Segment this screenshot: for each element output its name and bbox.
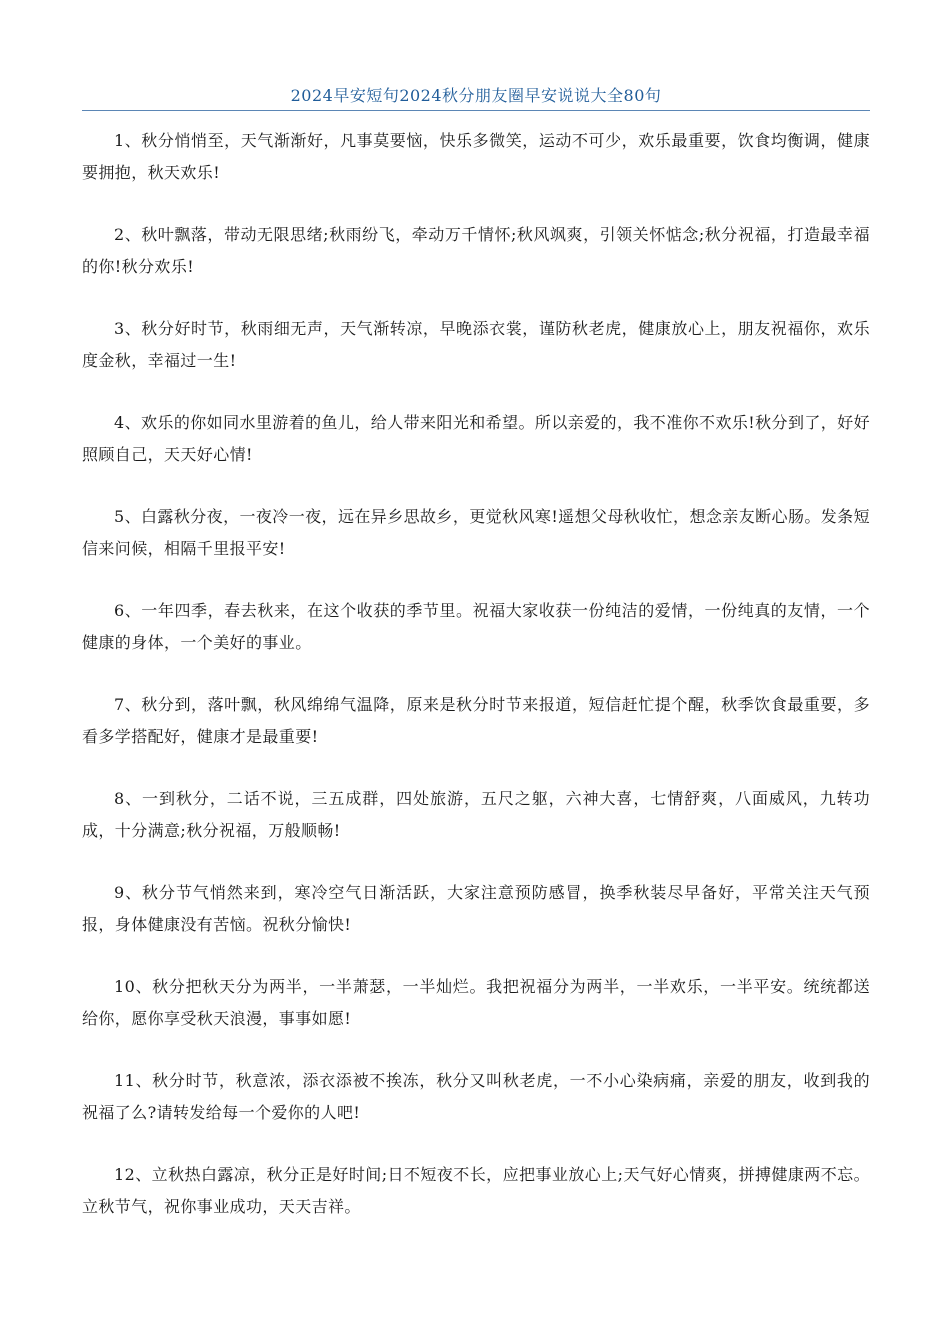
paragraph-3: 3、秋分好时节，秋雨细无声，天气渐转凉，早晚添衣裳，谨防秋老虎，健康放心上，朋友祝福你，欢乐度金秋，幸福过一生!: [82, 319, 870, 370]
paragraph-9: 9、秋分节气悄然来到，寒冷空气日渐活跃，大家注意预防感冒，换季秋装尽早备好，平常关注天气预报，身体健康没有苦恼。祝秋分愉快!: [82, 883, 870, 934]
document-page: [82, 0, 870, 1253]
paragraph-4: 4、欢乐的你如同水里游着的鱼儿，给人带来阳光和希望。所以亲爱的，我不准你不欢乐!秋分到了，好好照顾自己，天天好心情!: [82, 413, 870, 464]
document-body: [82, 111, 870, 1223]
paragraph-10: 10、秋分把秋天分为两半，一半萧瑟，一半灿烂。我把祝福分为两半，一半欢乐，一半平安。统统都送给你，愿你享受秋天浪漫，事事如愿!: [82, 977, 870, 1028]
page-header-title: 2024早安短句2024秋分朋友圈早安说说大全80句: [290, 86, 662, 105]
paragraph-8: 8、一到秋分，二话不说，三五成群，四处旅游，五尺之躯，六神大喜，七情舒爽，八面威风，九转功成，十分满意;秋分祝福，万般顺畅!: [82, 789, 870, 840]
paragraph-11: 11、秋分时节，秋意浓，添衣添被不挨冻，秋分又叫秋老虎，一不小心染病痛，亲爱的朋友，收到我的祝福了么?请转发给每一个爱你的人吧!: [82, 1071, 870, 1122]
paragraph-2: 2、秋叶飘落，带动无限思绪;秋雨纷飞，牵动万千情怀;秋风飒爽，引领关怀惦念;秋分祝福，打造最幸福的你!秋分欢乐!: [82, 225, 870, 276]
paragraph-12: 12、立秋热白露凉，秋分正是好时间;日不短夜不长，应把事业放心上;天气好心情爽，拼搏健康两不忘。立秋节气，祝你事业成功，天天吉祥。: [82, 1165, 870, 1216]
paragraph-5: 5、白露秋分夜，一夜冷一夜，远在异乡思故乡，更觉秋风寒!遥想父母秋收忙，想念亲友断心肠。发条短信来问候，相隔千里报平安!: [82, 507, 870, 558]
paragraph-6: 6、一年四季，春去秋来，在这个收获的季节里。祝福大家收获一份纯洁的爱情，一份纯真的友情，一个健康的身体，一个美好的事业。: [82, 601, 870, 652]
paragraph-7: 7、秋分到，落叶飘，秋风绵绵气温降，原来是秋分时节来报道，短信赶忙提个醒，秋季饮食最重要，多看多学搭配好，健康才是最重要!: [82, 695, 870, 746]
paragraph-1: 1、秋分悄悄至，天气渐渐好，凡事莫要恼，快乐多微笑，运动不可少，欢乐最重要，饮食均衡调，健康要拥抱，秋天欢乐!: [82, 131, 870, 182]
